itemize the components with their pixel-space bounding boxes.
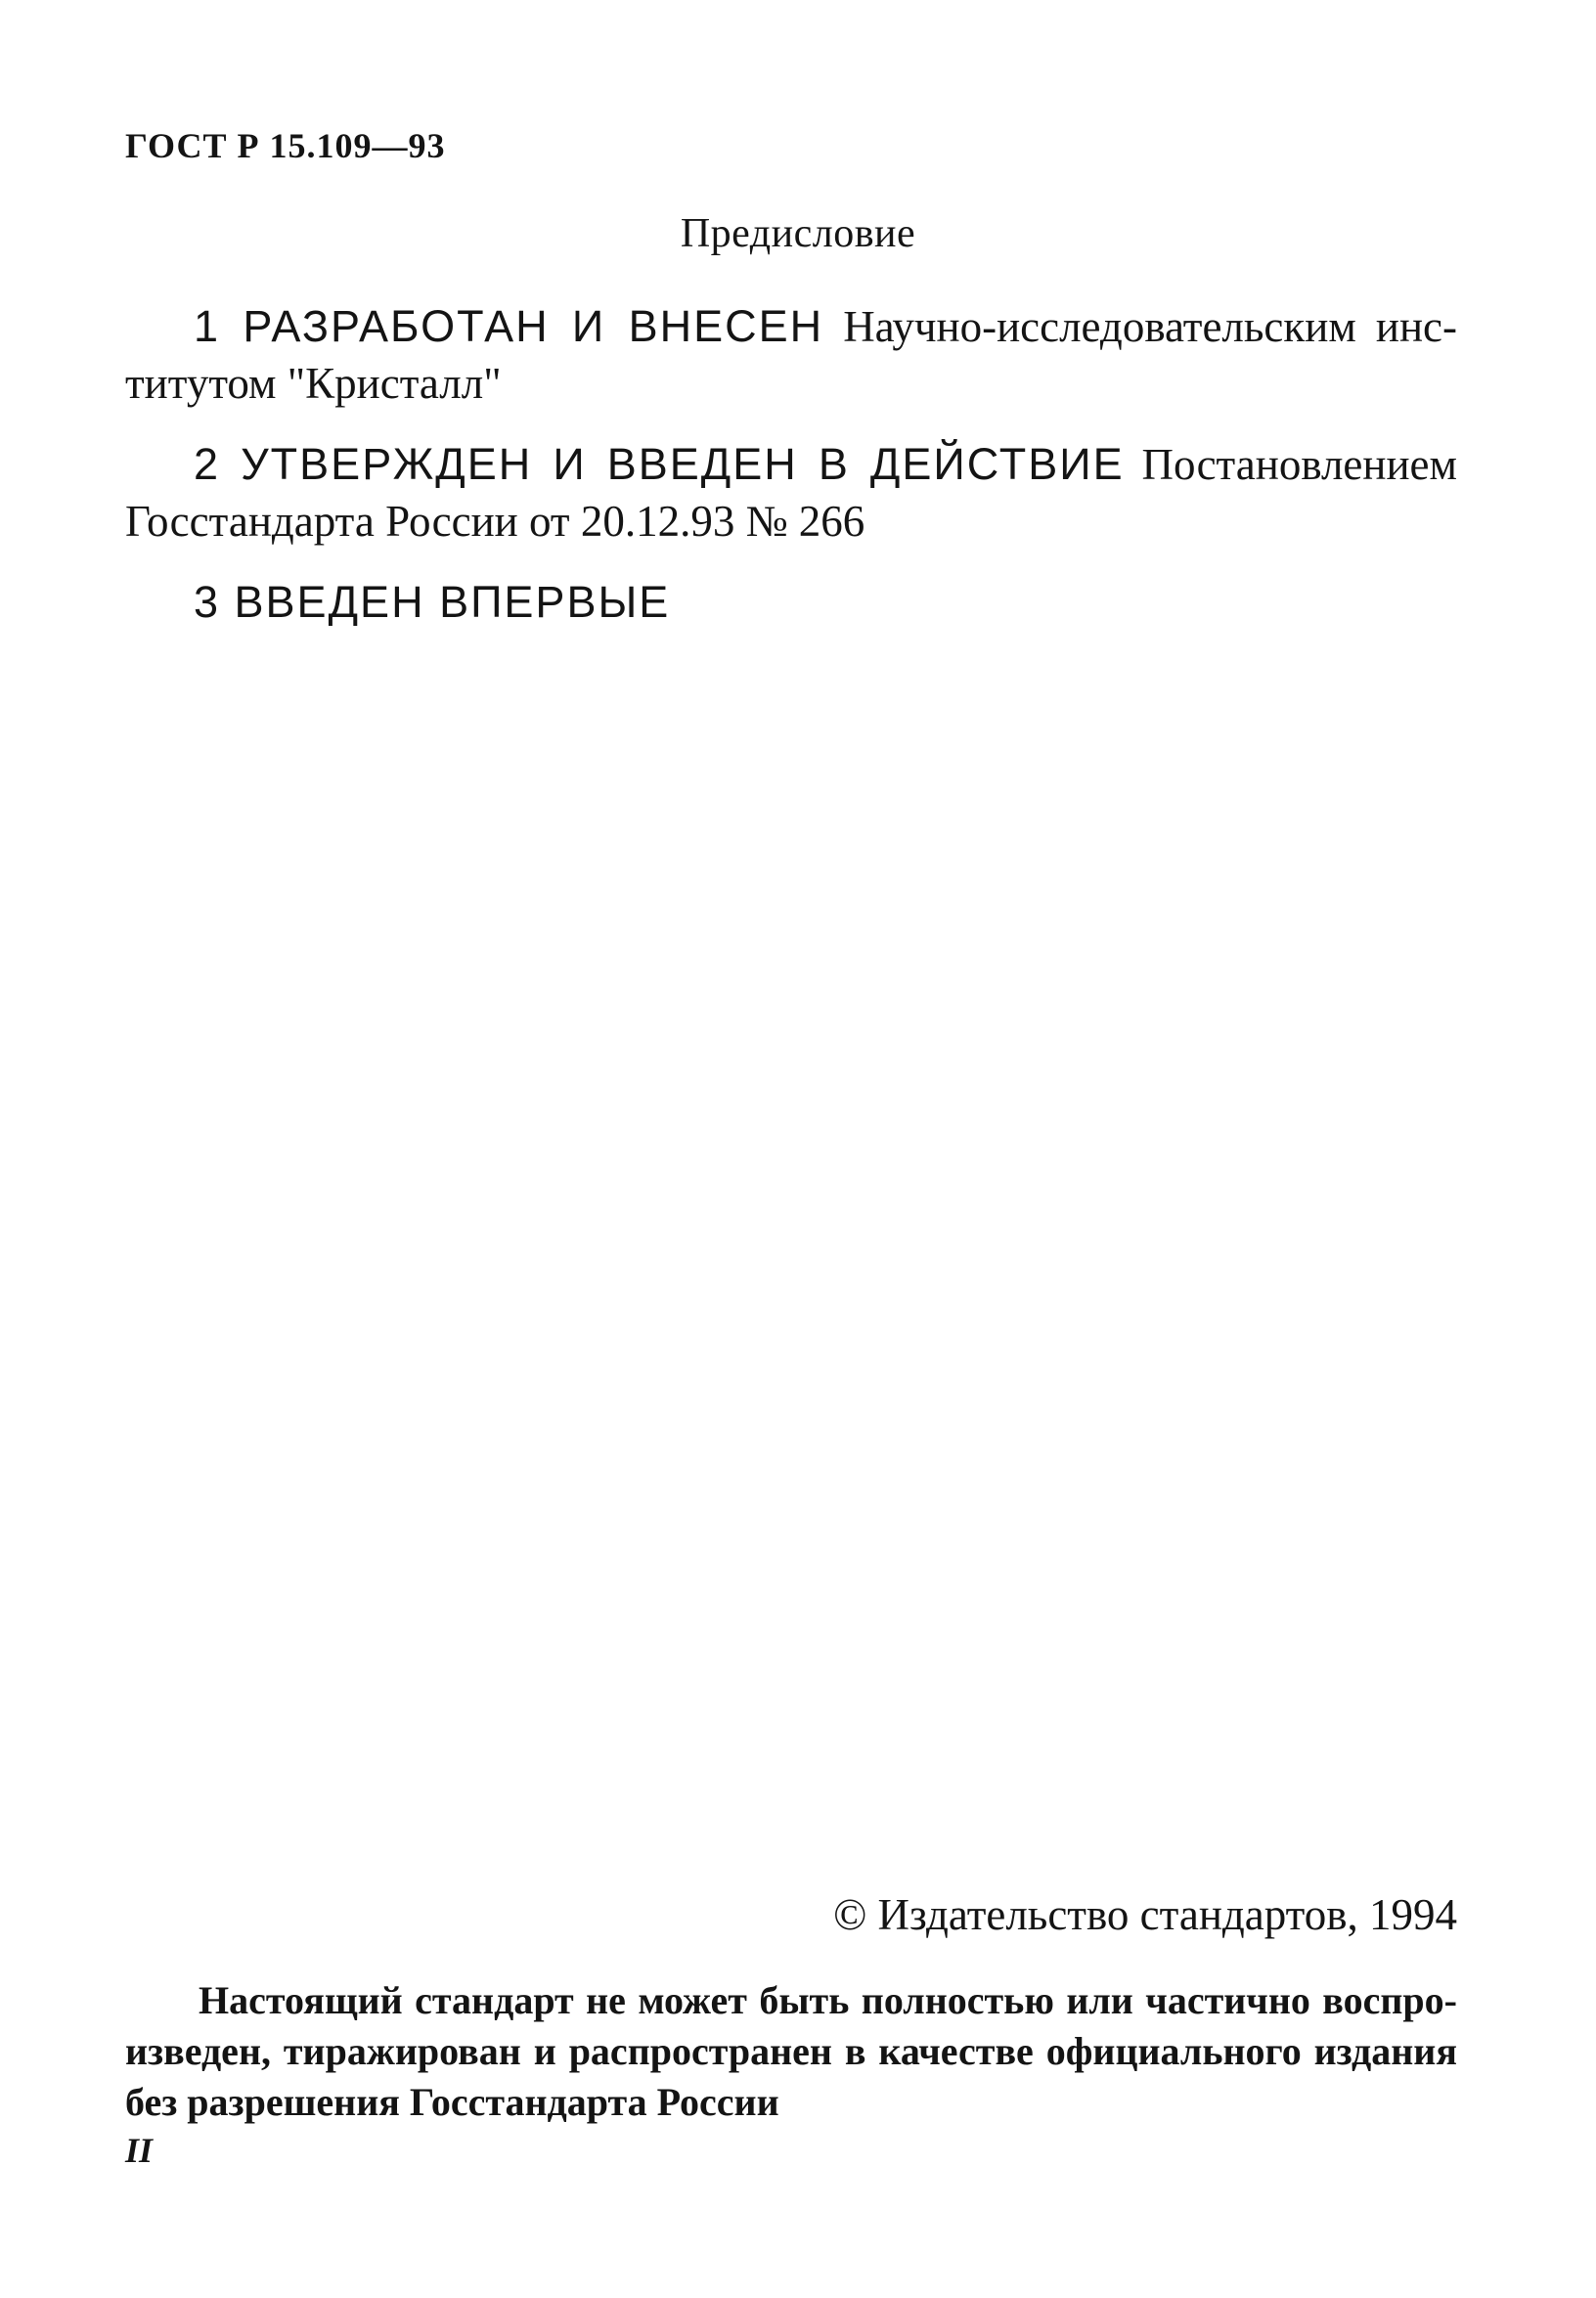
foreword-item-1-label: 1 РАЗРАБОТАН И ВНЕСЕН	[194, 301, 824, 351]
foreword-item-3-line-1	[125, 574, 1457, 631]
notice-line-1: Настоящий стандарт не может быть полностью или частично воспро-	[199, 1978, 1457, 2022]
copyright-line: © Издательство стандартов, 1994	[833, 1890, 1457, 1939]
foreword-item-2-text: Постановлением	[1141, 440, 1458, 489]
foreword-item-3-label: 3 ВВЕДЕН ВПЕРВЫЕ	[194, 577, 671, 627]
foreword-item-1	[125, 298, 1457, 412]
foreword-item-1-text: Научно-исследовательским инс-	[843, 302, 1457, 351]
foreword-item-2	[125, 436, 1457, 550]
page-number: II	[125, 2131, 154, 2170]
notice-line-3: без разрешения Госстандарта России	[125, 2080, 779, 2124]
document-code: ГОСТ Р 15.109—93	[125, 126, 446, 165]
foreword-item-1-line-2: титутом "Кристалл"	[125, 359, 502, 408]
foreword-item-2-line-1	[125, 436, 1457, 493]
foreword-item-1-line-1	[125, 298, 1457, 355]
foreword-item-2-line-2: Госстандарта России от 20.12.93 № 266	[125, 497, 865, 546]
reproduction-notice	[125, 1975, 1457, 2128]
section-title: Предисловие	[680, 211, 916, 256]
foreword-item-3	[125, 574, 1457, 631]
notice-line-2: изведен, тиражирован и распространен в качестве официального издания	[125, 2029, 1457, 2073]
foreword-item-2-label: 2 УТВЕРЖДЕН И ВВЕДЕН В ДЕЙСТВИЕ	[194, 439, 1125, 489]
